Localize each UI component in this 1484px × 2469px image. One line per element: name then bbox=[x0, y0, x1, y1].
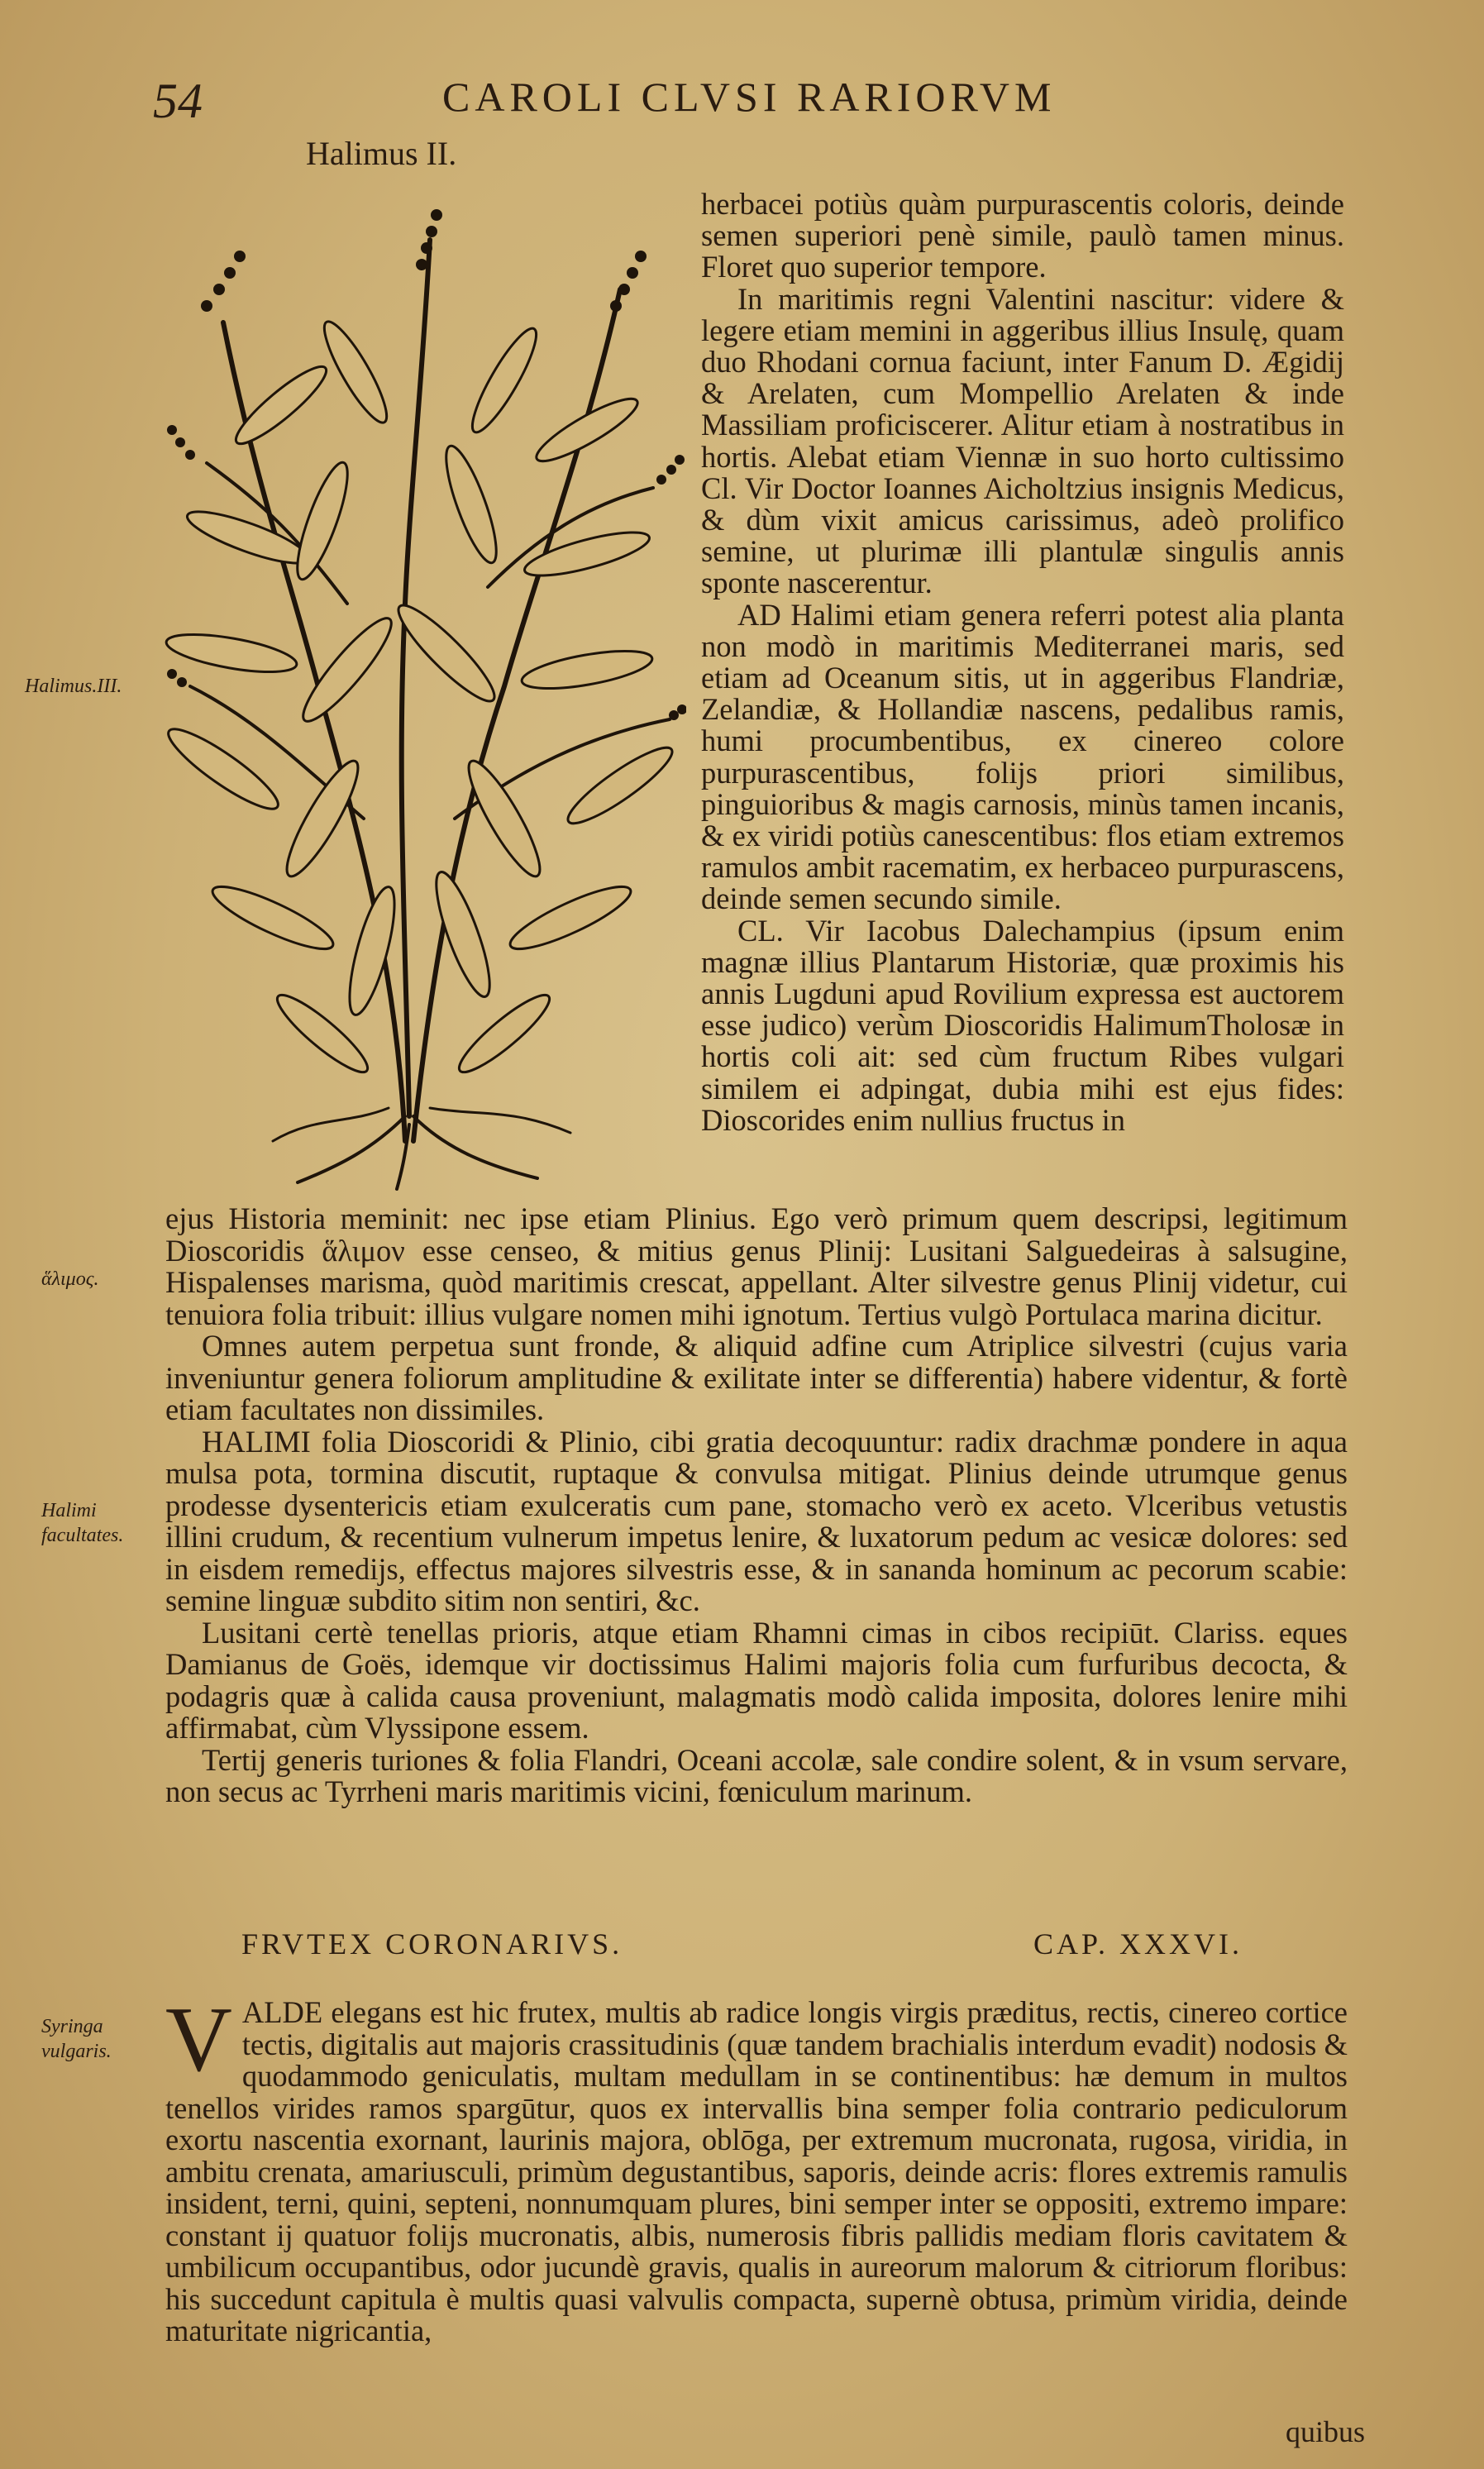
chapter-number: CAP. XXXVI. bbox=[1033, 1927, 1243, 1960]
margin-note-facultates: Halimi facultates. bbox=[41, 1500, 124, 1546]
paragraph: ejus Historia meminit: nec ipse etiam Plinius. Ego verò primum quem descripsi, legitimum Dioscoridis ἅλιμον esse censeo, & mitius genus Plinij: Lusitani Salguedeiras à salsugine, Hispalenses marisma, quòd maritimis crescat, appellant. Alter silvestre genus Plinij videtur, cui tenuiora folia tribuit: illius vulgare nomen mihi ignotum. Tertius vulgò Portulaca marina dicitur. bbox=[165, 1201, 1348, 1331]
halimus-woodcut-illustration bbox=[157, 190, 686, 1191]
margin-note-greek: ἅλιμος. bbox=[41, 1268, 99, 1290]
paragraph: CL. Vir Iacobus Dalechampius (ipsum enim magnæ illius Plantarum Historiæ, quæ proximis his annis Lugduni apud Rovilium expressa est auctorem esse judico) verùm Dioscoridis HalimumTholosæ in hortis coli ait: sed cùm fructum Ribes vulgari similem ei adpingat, dubia mihi est ejus fides: Dioscorides enim nullius fructus in bbox=[701, 913, 1344, 1137]
figure-caption: Halimus II. bbox=[306, 135, 457, 172]
paragraph: Tertij generis turiones & folia Flandri, Oceani accolæ, sale condire solent, & in vsum servare, non secus ac Tyrrheni maris maritimis vicini, fœniculum marinum. bbox=[165, 1742, 1348, 1808]
margin-note-halimus: Halimus.III. bbox=[25, 676, 122, 697]
paragraph: herbacei potiùs quàm purpurascentis coloris, deinde semen superiori penè simile, paulò tamen minus. Floret quo superior tempore. bbox=[701, 187, 1344, 284]
paragraph: Omnes autem perpetua sunt fronde, & aliquid adfine cum Atriplice silvestri (cujus varia inveniuntur genera foliorum amplitudine & exilitate inter se differentia) habere videntur, & fortè etiam facultates non dissimiles. bbox=[165, 1329, 1348, 1426]
chapter-text-block bbox=[165, 1989, 1348, 2347]
catchword: quibus bbox=[1286, 2415, 1366, 2448]
margin-note-syringa: Syringa vulgaris. bbox=[41, 2016, 112, 2062]
paragraph: HALIMI folia Dioscoridi & Plinio, cibi gratia decoquuntur: radix drachmæ pondere in aqua mulsa pota, tormina discutit, ruptaque & convulsa mitigat. Plinius deinde utrumque genus prodesse dysentericis etiam exulceratis cum pane, stomacho verò ex aceto. Vlceribus vetustis illini crudum, & recentium vulnerum impetus lenire, & luxatorum pedum ac vesicæ dolores: sed in eisdem remedijs, effectus majores silvestris esse, & in sananda hominum ac pecorum scabie: semine linguæ subdito sitim non sentiri, &c. bbox=[165, 1424, 1348, 1617]
running-title: CAROLI CLVSI RARIORVM bbox=[442, 74, 1057, 120]
paragraph: In maritimis regni Valentini nascitur: videre & legere etiam memini in aggeribus illius Insulę, quam duo Rhodani cornua faciunt, inter Fanum D. Ægidij & Arelaten, cum Mompellio Arelaten & inde Massiliam proficiscerer. Alitur etiam à nostratibus in hortis. Alebat etiam Viennæ in suo horto cultissimo Cl. Vir Doctor Ioannes Aicholtzius insignis Medicus, & dùm vixit amicus carissimus, adeò prolifico semine, ut plurimæ illi plantulæ singulis annis sponte nascerentur. bbox=[701, 281, 1344, 600]
paragraph: AD Halimi etiam genera referri potest alia planta non modò in maritimis Mediterranei maris, sed etiam ad Oceanum sitis, ut in aggeribus Flandriæ, Zelandiæ, & Hollandiæ nascens, pedalibus ramis, humi procumbentibus, ex cinereo colore purpurascentibus, folijs priori similibus, pinguioribus & magis carnosis, minùs tamen incanis, & ex viridi potiùs canescentibus: flos etiam extremos ramulos ambit racematim, ex herbaceo purpurascens, deinde semen secundo simile. bbox=[701, 597, 1344, 916]
column-text-block bbox=[701, 189, 1344, 1136]
chapter-body: ALDE elegans est hic frutex, multis ab radice longis virgis præditus, rectis, cinereo cortice tectis, digitalis aut majoris crassitudinis (quæ tandem brachialis interdum evadit) nodosis & quodammodo geniculatis, multam medullam in se continentibus: hæ demum in multos tenellos virides ramos spargūtur, quos ex intervallis bina semper folia contrario pediculorum exortu nascentia exornant, laurinis majora, oblōga, per extremum mucronata, rugosa, viridia, in ambitu crenata, amariusculi, primùm degustantibus, saporis, deinde acris: flores extremis ramulis insident, terni, quini, septeni, nonnumquam plures, bini semper inter se oppositi, extremo impare: constant ij quatuor folijs mucronatis, albis, numerosis fibris pallidis mediam floris cavitatem & umbilicum occupantibus, odor jucundè gravis, qualis in aureorum malorum & citriorum floribus: his succedunt capitula è multis quasi valvulis compacta, supernè obtusa, primùm viridia, deinde maturitate nigricantia, bbox=[165, 1995, 1348, 2347]
page-number: 54 bbox=[153, 74, 203, 128]
drop-cap: V bbox=[165, 1989, 232, 2091]
paragraph: Lusitani certè tenellas prioris, atque etiam Rhamni cimas in cibos recipiūt. Clariss. eques Damianus de Goës, idemque vir doctissimus Halimi majoris folia cum furfuribus decocta, & podagris quæ à calida causa proveniunt, malagmatis modò calida imposita, dolores lenire mihi affirmabat, cùm Vlyssipone essem. bbox=[165, 1615, 1348, 1745]
wide-text-block bbox=[165, 1203, 1348, 1808]
chapter-title: FRVTEX CORONARIVS. bbox=[241, 1927, 623, 1960]
